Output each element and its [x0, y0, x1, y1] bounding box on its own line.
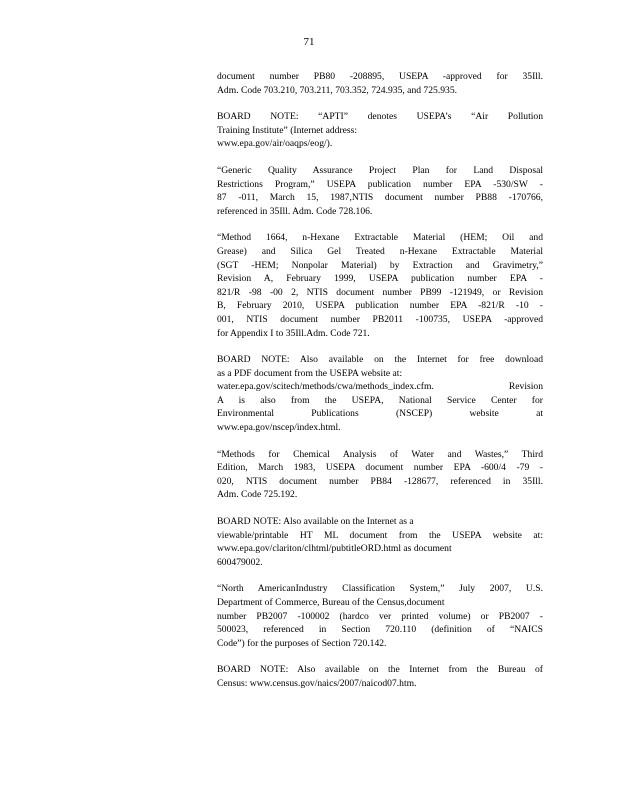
text-line: (SGT -HEM; Nonpolar Material) by Extraction and Gravimetry,”: [217, 259, 543, 271]
text-line: 821/R -98 -00 2, NTIS document number PB99 -121949, or Revision: [217, 286, 543, 298]
text-line: viewable/printable HT ML document from the USEPA website at:: [217, 529, 543, 541]
text-line: document number PB80 -208895, USEPA -approved for 35Ill.: [217, 71, 543, 82]
text-line: number PB2007 -100002 (hardco ver printed volume) or PB2007 -: [217, 610, 543, 622]
board-note-clariton: [217, 515, 543, 569]
text-line: Adm. Code 725.192.: [217, 489, 298, 501]
text-line: Adm. Code 703.210, 703.211, 703.352, 724.935, and 725.935.: [217, 84, 458, 96]
text-line: Environmental Publications (NSCEP) website at: [217, 408, 543, 420]
text-line: www.epa.gov/nscep/index.html.: [217, 422, 341, 434]
text-line: Code”) for the purposes of Section 720.142.: [217, 637, 387, 649]
paragraph-method-1664: [217, 231, 543, 340]
text-line: 600479002.: [217, 556, 263, 568]
paragraph-generic-qa-plan: [217, 164, 543, 218]
text-line: water.epa.gov/scitech/methods/cwa/methods_index.cfm. Revision: [217, 381, 543, 393]
board-note-method-1664-availability: [217, 353, 543, 435]
paragraph-pb80-reference: [217, 70, 543, 97]
text-line: BOARD NOTE: Also available on the Internet from the Bureau of: [217, 664, 543, 676]
text-line: B, February 2010, USEPA publication number EPA -821/R -10 -: [217, 300, 543, 312]
text-line: as a PDF document from the USEPA website at:: [217, 367, 403, 379]
text-line: Department of Commerce, Bureau of the Census,document: [217, 597, 445, 608]
text-line: Census: www.census.gov/naics/2007/naicod07.htm.: [217, 677, 417, 689]
text-line: 001, NTIS document number PB2011 -100735, USEPA -approved: [217, 313, 543, 325]
text-line: Restrictions Program,” USEPA publication number EPA -530/SW -: [217, 178, 543, 190]
document-body: [217, 70, 543, 704]
text-line: referenced in 35Ill. Adm. Code 728.106.: [217, 205, 373, 217]
board-note-census: [217, 663, 543, 690]
text-line: 500023, referenced in Section 720.110 (definition of “NAICS: [217, 624, 543, 636]
paragraph-naics: [217, 582, 543, 650]
text-line: BOARD NOTE: “APTI” denotes USEPA’s “Air Pollution: [217, 111, 543, 123]
paragraph-methods-chemical-analysis: [217, 448, 543, 502]
board-note-apti: [217, 110, 543, 151]
page-number: 71: [303, 36, 315, 48]
text-line: “Generic Quality Assurance Project Plan for Land Disposal: [217, 164, 543, 176]
text-line: BOARD NOTE: Also available on the Internet as a: [217, 516, 414, 528]
text-line: Revision A, February 1999, USEPA publication number EPA -: [217, 273, 543, 285]
text-line: 020, NTIS document number PB84 -128677, referenced in 35Ill.: [217, 475, 543, 487]
text-line: Training Institute” (Internet address:: [217, 124, 358, 136]
text-line: www.epa.gov/clariton/clhtml/pubtitleORD.html as document: [217, 543, 452, 555]
text-line: 87 -011, March 15, 1987,NTIS document number PB88 -170766,: [217, 192, 543, 204]
text-line: Edition, March 1983, USEPA document number EPA -600/4 -79 -: [217, 462, 543, 474]
text-line: “North AmericanIndustry Classification System,” July 2007, U.S.: [217, 583, 543, 595]
text-line: www.epa.gov/air/oaqps/eog/).: [217, 138, 333, 150]
text-line: for Appendix I to 35Ill.Adm. Code 721.: [217, 327, 370, 339]
text-line: BOARD NOTE: Also available on the Internet for free download: [217, 354, 543, 366]
text-line: “Method 1664, n-Hexane Extractable Material (HEM; Oil and: [217, 232, 543, 244]
text-line: “Methods for Chemical Analysis of Water and Wastes,” Third: [217, 448, 543, 460]
text-line: Grease) and Silica Gel Treated n-Hexane Extractable Material: [217, 245, 543, 257]
text-line: A is also from the USEPA, National Service Center for: [217, 394, 543, 406]
